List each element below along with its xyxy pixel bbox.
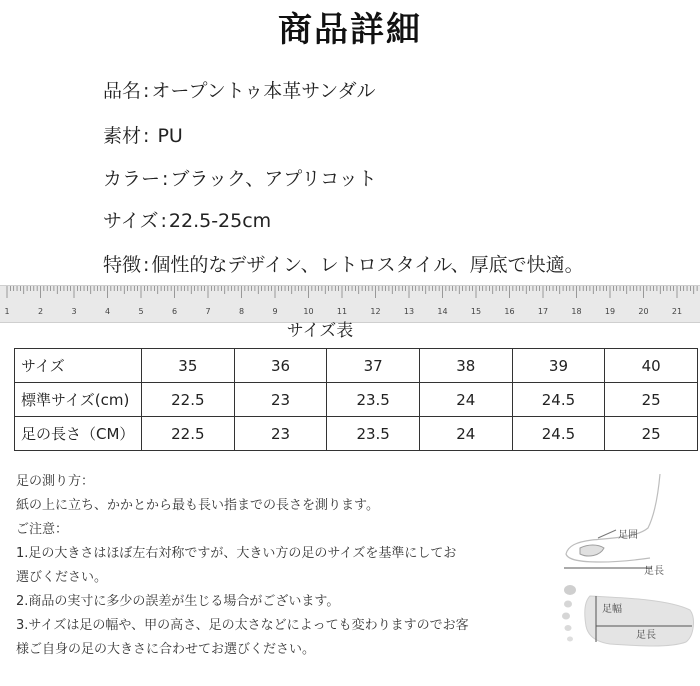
ruler-number: 12	[370, 307, 381, 316]
caution-3: 3.サイズは足の幅や、甲の高さ、足の太さなどによっても変わりますのでお客	[16, 618, 469, 633]
label-length-top: 足長	[644, 566, 664, 577]
caution-1: 1.足の大きさはほぼ左右対称ですが、大きい方の足のサイズを基準にしてお	[16, 546, 457, 561]
caution-2: 2.商品の実寸に多少の誤差が生じる場合がございます。	[16, 594, 340, 609]
spec-color	[103, 164, 377, 191]
table-cell: 23	[234, 383, 327, 417]
table-row	[15, 349, 698, 383]
ruler-number: 2	[37, 307, 44, 316]
ruler-number: 8	[238, 307, 245, 316]
foot-measure-illustration	[540, 466, 700, 682]
table-row	[15, 417, 698, 451]
toe-print	[562, 613, 570, 620]
ruler-number: 3	[71, 307, 77, 316]
ruler-number: 4	[104, 307, 111, 316]
row-header: 標準サイズ(cm)	[15, 383, 142, 417]
spec-product-name	[103, 76, 376, 103]
page-title: 商品詳細	[278, 10, 422, 50]
toe-print	[567, 637, 573, 642]
spec-label: 特徴	[103, 254, 142, 276]
label-width: 足幅	[602, 604, 622, 615]
ruler-number: 6	[171, 307, 178, 316]
spec-separator: :	[143, 80, 150, 102]
ruler-number: 17	[537, 307, 549, 316]
caution-1-cont: 選びください。	[16, 570, 108, 585]
spec-value: 22.5-25cm	[168, 210, 272, 232]
spec-value: PU	[151, 125, 183, 147]
table-cell: 24.5	[512, 417, 605, 451]
spec-size	[103, 206, 271, 233]
ruler-number: 13	[403, 307, 415, 316]
spec-separator: :	[143, 125, 150, 147]
measure-text: 紙の上に立ち、かかとから最も長い指までの長さを測ります。	[16, 498, 379, 513]
toe-print	[564, 585, 576, 595]
spec-value: 個性的なデザイン、レトロスタイル、厚底で快適。	[151, 254, 584, 276]
spec-material	[103, 121, 183, 148]
ruler-number: 9	[272, 307, 278, 316]
table-cell: 25	[605, 417, 698, 451]
spec-value: ブラック、アプリコット	[170, 168, 377, 190]
spec-features	[103, 250, 584, 277]
table-cell: 39	[512, 349, 605, 383]
size-table	[14, 348, 698, 451]
spec-label: 品名	[103, 80, 142, 102]
table-cell: 24.5	[512, 383, 605, 417]
girth-pointer	[598, 530, 616, 538]
toe-print	[565, 625, 572, 631]
caution-heading: ご注意：	[16, 522, 69, 537]
table-cell: 22.5	[142, 417, 235, 451]
notes-section	[16, 470, 556, 662]
label-length-bottom: 足長	[636, 630, 656, 641]
spec-label: 素材	[103, 125, 142, 147]
ruler-number: 10	[303, 307, 314, 316]
ruler-number: 21	[671, 307, 683, 316]
ruler-number: 15	[470, 307, 482, 316]
table-cell: 25	[605, 383, 698, 417]
toe-shape	[580, 545, 604, 556]
ruler-number: 16	[504, 307, 515, 316]
table-cell: 24	[419, 417, 512, 451]
table-row	[15, 383, 698, 417]
ruler-number: 14	[437, 307, 448, 316]
foot-measure-figure	[540, 466, 700, 682]
ruler-number: 5	[138, 307, 144, 316]
measure-heading: 足の測り方：	[16, 474, 95, 489]
table-cell: 24	[419, 383, 512, 417]
spec-value: オープントゥ本革サンダル	[151, 80, 376, 102]
table-cell: 23.5	[327, 383, 420, 417]
label-girth: 足囲	[618, 530, 638, 541]
table-cell: 22.5	[142, 383, 235, 417]
caution-3-cont: 様ご自身の足の大きさに合わせてお選びください。	[16, 642, 316, 657]
ruler-number: 19	[604, 307, 616, 316]
spec-label: カラー	[103, 168, 161, 190]
spec-label: サイズ	[103, 210, 159, 232]
table-cell: 35	[142, 349, 235, 383]
ruler-number: 7	[205, 307, 211, 316]
toe-print	[564, 601, 572, 608]
spec-separator: :	[162, 168, 169, 190]
table-cell: 23	[234, 417, 327, 451]
row-header: 足の長さ（CM）	[15, 417, 142, 451]
spec-separator: :	[143, 254, 150, 276]
table-cell: 23.5	[327, 417, 420, 451]
row-header: サイズ	[15, 349, 142, 383]
table-cell: 36	[234, 349, 327, 383]
ruler-number: 18	[571, 307, 582, 316]
table-cell: 40	[605, 349, 698, 383]
ruler-number: 11	[336, 307, 348, 316]
spec-separator: :	[160, 210, 167, 232]
ruler-number: 1	[4, 307, 10, 316]
size-table-title: サイズ表	[286, 321, 354, 341]
table-cell: 38	[419, 349, 512, 383]
table-cell: 37	[327, 349, 420, 383]
ruler-number: 20	[638, 307, 649, 316]
